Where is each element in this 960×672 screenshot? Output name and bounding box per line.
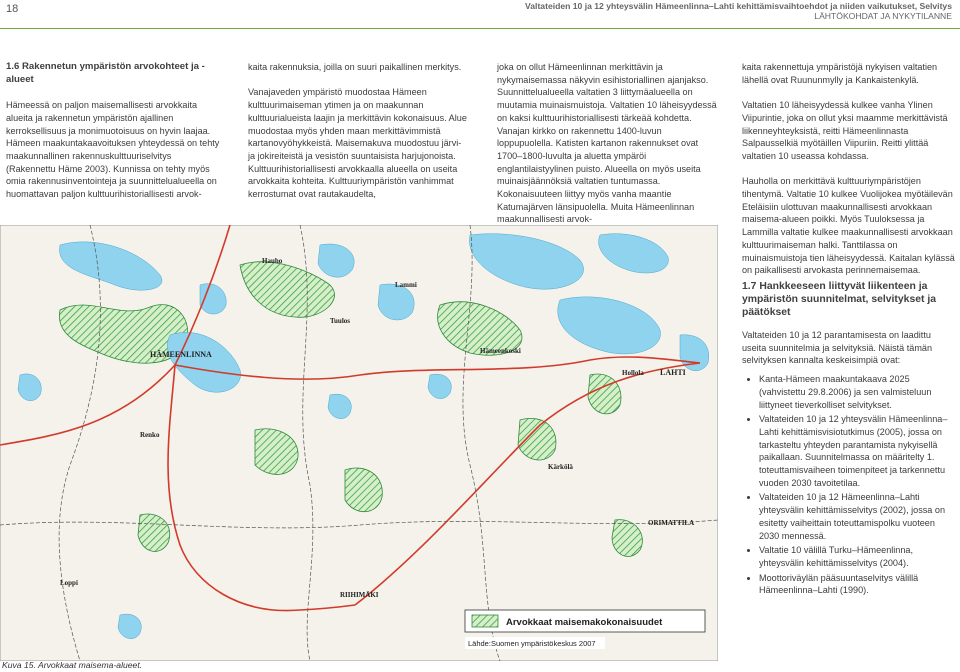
legend-swatch [472, 615, 498, 627]
column-3-paragraph: joka on ollut Hämeenlinnan merkittävin ja nykymaisemassa näkyvin esihistoriallinen ajanjakso. Suunnittelualueella valtatien 3 liittymäalueella on muutamia muinaismuistoja. Valtatien 10 läheisyydessä on kaksi kulttuurihistoriallisesti tärkeää kohdetta. Vanajan kirkko on rakennettu 1400-luvun loppupuolella. Katisten kartanon rakennukset ovat 1700–1800-luvulta ja aluetta ympäröi englantilaistyylinen puisto. Alueella on myös useita muinaisjäännöksiä valtatien tuntumassa. Kokonaisuuteen liittyy myös vanha maantie Katumajärven länsipuolella. Muita Hämeenlinnan maakunnallisesti arvok- [497, 62, 717, 225]
list-item: • Valtateiden 10 ja 12 Hämeenlinna–Lahti yhteysvälin kehittämisselvitys (2002), jossa on esitetty vaiheittain toteuttamispolku vuoteen 2030 mennessä. [759, 491, 956, 542]
section-1-6-heading: 1.6 Rakennetun ympäristön arvokohteet ja -alueet [6, 61, 205, 85]
place-label: RIIHIMÄKI [340, 591, 379, 599]
map-svg [0, 225, 718, 661]
column-2-paragraph-1: kaita rakennuksia, joilla on suuri paikallinen merkitys. [248, 62, 462, 72]
column-4-paragraph-1: kaita rakennettuja ympäristöjä nykyisen valtatien lähellä ovat Ruununmylly ja Kankaistenkylä. [742, 62, 938, 85]
landscape-map [0, 225, 718, 661]
page-number: 18 [6, 3, 19, 15]
map-source: Lähde:Suomen ympäristökeskus 2007 [468, 639, 596, 648]
header-rule [0, 28, 960, 29]
column-4-paragraph-2: Valtatien 10 läheisyydessä kulkee vanha Ylinen Viipurintie, joka on ollut yksi maamme merkittävistä liikenneyhteyksistä, reitti Hämeenlinnasta Salpausselkiä myötäillen Viipuriin. Reitti ylittää valtatien 10 useassa kohdassa. [742, 100, 948, 161]
place-label: Loppi [60, 579, 78, 587]
list-item: • Valtateiden 10 ja 12 yhteysvälin Hämeenlinna–Lahti kehittämisvisiotutkimus (2005), jossa on tarkasteltu yhteyden parantamista nykyisellä paikallaan. Suunnitelmassa on määritelty 1. toteuttamisvaiheen toimenpiteet ja tarkennettu vuoden 2030 tavoitetilaa. [759, 413, 956, 489]
list-item: • Moottoriväylän pääsuuntaselvitys välillä Hämeenlinna–Lahti (1990). [759, 572, 956, 597]
place-label: LAHTI [660, 368, 686, 377]
place-label: Hauho [262, 257, 283, 265]
running-header-title: Valtateiden 10 ja 12 yhteysvälin Hämeenlinna–Lahti kehittämisvaihtoehdot ja niiden vaikutukset, Selvitys [525, 1, 952, 11]
place-label: Hollola [622, 369, 644, 377]
section-1-7-intro: Valtateiden 10 ja 12 parantamisesta on laadittu useita suunnitelmia ja selvityksiä. Näistä tämän selvityksen kannalta keskeisimpiä ovat: [742, 330, 933, 366]
column-1 [6, 61, 220, 201]
place-label: Kärkölä [548, 463, 573, 471]
column-3 [497, 61, 717, 226]
running-header [525, 1, 952, 21]
legend-label: Arvokkaat maisemakokonaisuudet [506, 617, 663, 628]
column-2-paragraph-2: Vanajaveden ympäristö muodostaa Hämeen kulttuurimaiseman ytimen ja on maakunnan kulttuurialueista laajin ja merkittävin kokonaisuus. Alue muodostaa myös yhden maan merkittävimmistä kartanovyöhykkeistä. Maisemakuva muodostuu järvi- ja jokireiteistä ja vesistön suuntaisista harjujonoista. Kulttuurihistoriallisesti arvokkaalla alueella on useita arvokkaita kohteita. Kulttuuriympäristön vanhimmat kerrostumat ovat rautakaudelta, [248, 87, 467, 200]
list-item: • Kanta-Hämeen maakuntakaava 2025 (vahvistettu 29.8.2006) ja sen valmisteluun liittyneet tieverkolliset selvitykset. [759, 373, 956, 411]
plans-list [742, 373, 956, 597]
column-4-paragraph-3: Hauholla on merkittävä kulttuuriympäristöjen tihentymä. Valtatie 10 kulkee Vuolijokea myötäilevän Eteläisiin ulottuvan maakunnallisesti arvokkaan maisema-alueen poikki. Myös Tuuloksessa ja Lammilla valtatie kulkee maakunnallisesti arvokkaan kulttuurimaiseman halki. Tanttilassa on muinaismuistoja tien läheisyydessä. Kaitalan kylässä on paikallisesti arvokasta perinnemaisemaa. [742, 176, 955, 276]
column-4 [742, 61, 956, 277]
column-2 [248, 61, 468, 201]
place-label: HÄMEENLINNA [150, 350, 212, 359]
place-label: Tuulos [330, 317, 350, 325]
place-label: Lammi [395, 281, 417, 289]
running-header-subtitle: LÄHTÖKOHDAT JA NYKYTILANNE [814, 11, 952, 21]
list-item: • Valtatie 10 välillä Turku–Hämeenlinna, yhteysvälin kehittämisselvitys (2004). [759, 544, 956, 569]
place-label: Renko [140, 431, 160, 439]
figure-caption: Kuva 15. Arvokkaat maisema-alueet. [2, 660, 143, 670]
section-1-7-heading: 1.7 Hankkeeseen liittyvät liikenteen ja ympäristön suunnitelmat, selvitykset ja päätökset [742, 281, 937, 318]
section-1-7 [742, 280, 956, 599]
section-1-6-paragraph: Hämeessä on paljon maisemallisesti arvokkaita alueita ja rakennetun ympäristön ajallinen kerroksellisuus ja monimuotoisuus on hyvin laajaa. Hämeen maakuntakaavoituksen yhteydessä on tehty maakunnallinen rakennuskulttuuriselvitys (Rakennettu Häme 2003). Kunnissa on tehty myös omia rakennusinventointeja ja suunnittelualueella on huomattavan paljon kulttuurihistoriallisesti arvok- [6, 100, 220, 200]
place-label: Hämeenkoski [480, 347, 521, 355]
place-label: ORIMATTILA [648, 519, 695, 527]
